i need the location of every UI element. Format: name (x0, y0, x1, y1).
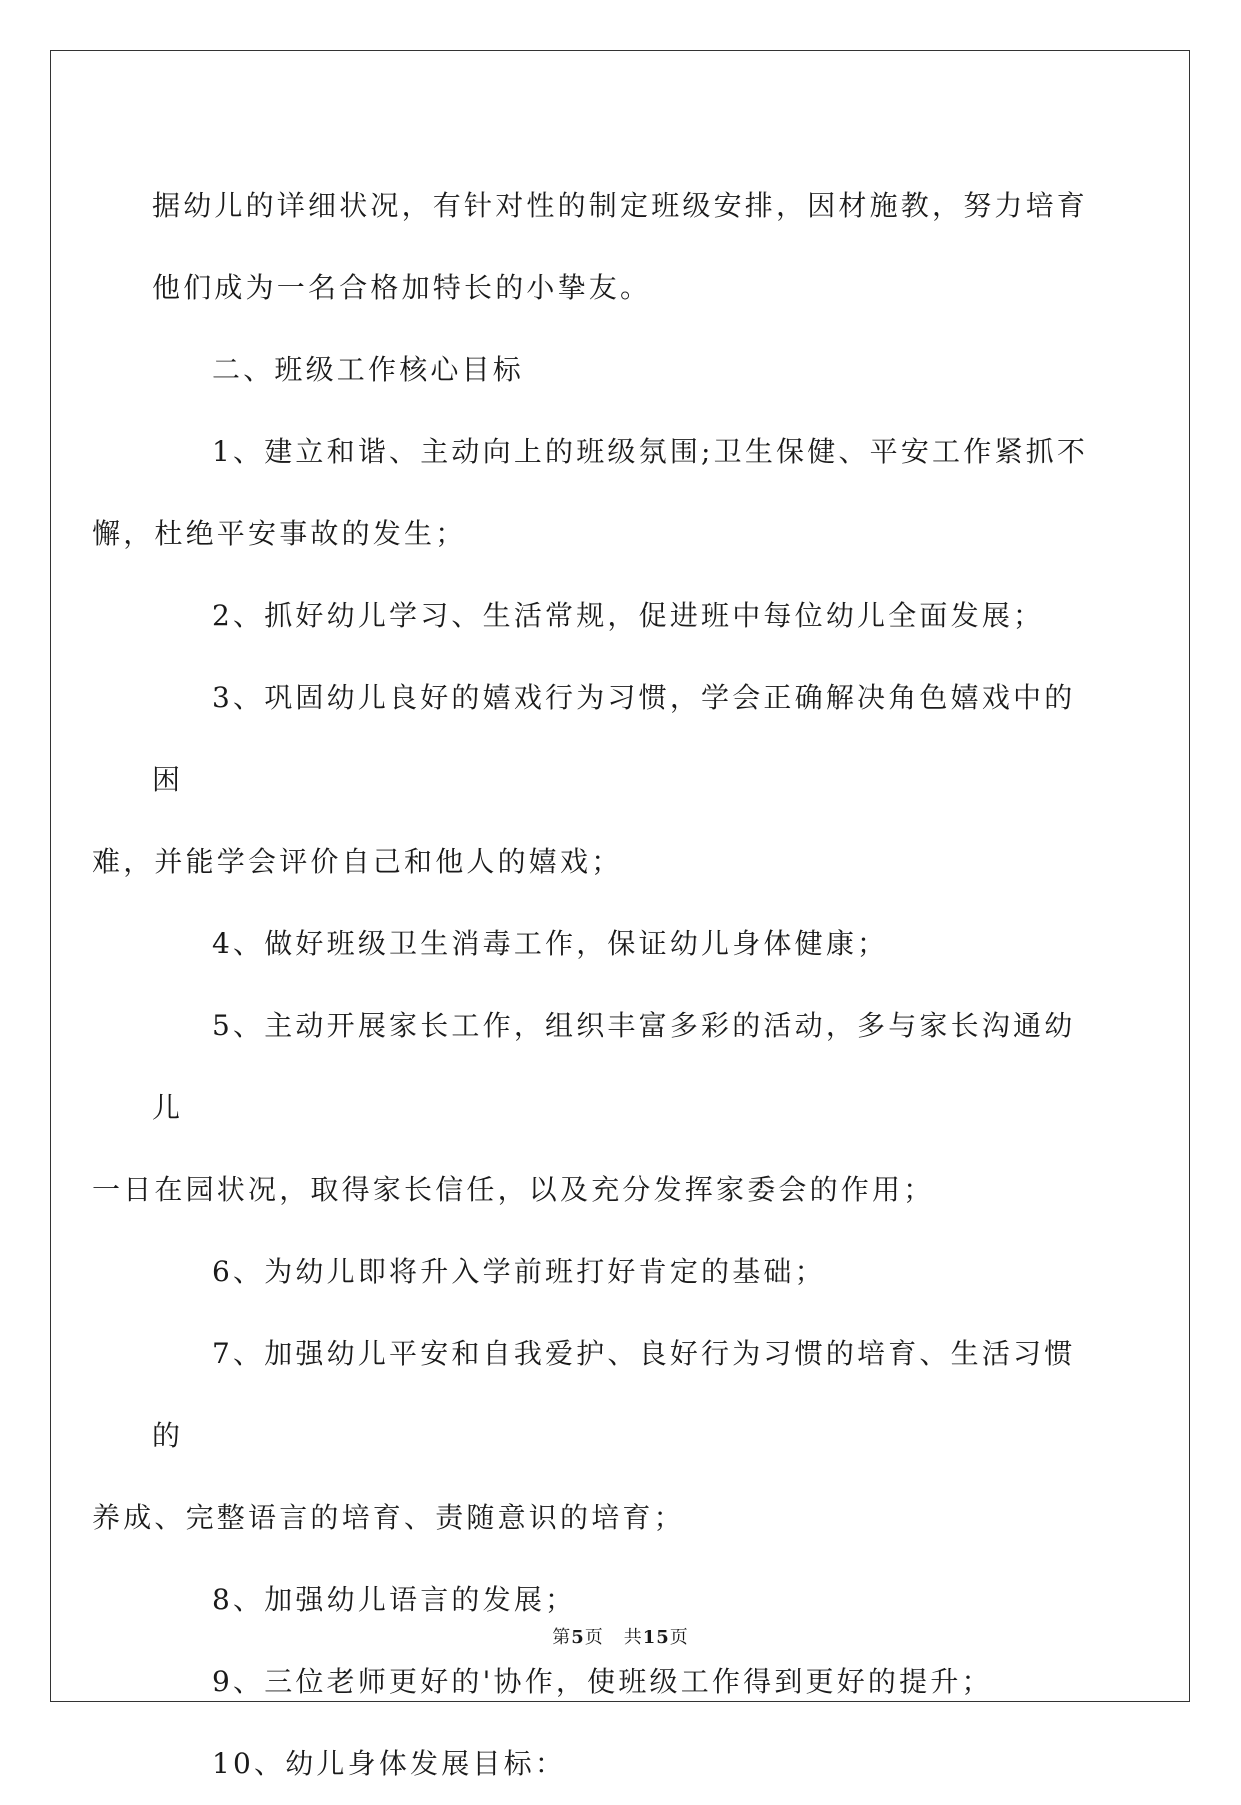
text-line: 据幼儿的详细状况，有针对性的制定班级安排，因材施教，努力培育 (152, 189, 1089, 222)
paragraph (152, 903, 1092, 985)
text-line: 10、幼儿身体发展目标： (212, 1747, 567, 1780)
paragraph (152, 165, 1092, 329)
paragraph (152, 1641, 1092, 1723)
section-heading (152, 329, 1092, 411)
footer-total-prefix: 共 (623, 1627, 643, 1648)
paragraph (152, 1231, 1092, 1313)
paragraph (92, 1313, 1092, 1559)
text-line: 5、主动开展家长工作，组织丰富多彩的活动，多与家长沟通幼儿 (152, 1009, 1076, 1124)
paragraph (92, 411, 1092, 575)
text-line: 1、建立和谐、主动向上的班级氛围;卫生保健、平安工作紧抓不 (212, 435, 1089, 468)
current-page-number: 5 (571, 1627, 585, 1648)
text-line: 6、为幼儿即将升入学前班打好肯定的基础； (212, 1255, 826, 1288)
text-line: 他们成为一名合格加特长的小挚友。 (152, 271, 652, 304)
text-line: 7、加强幼儿平安和自我爱护、良好行为习惯的培育、生活习惯的 (152, 1337, 1076, 1452)
footer-prefix: 第 (552, 1627, 572, 1648)
paragraph (92, 657, 1092, 903)
text-line: 养成、完整语言的培育、责随意识的培育； (92, 1501, 685, 1534)
paragraph (152, 1723, 1092, 1805)
text-line: 懈，杜绝平安事故的发生； (92, 517, 467, 550)
text-line: 8、加强幼儿语言的发展； (212, 1583, 577, 1616)
footer-page-suffix: 页 (584, 1627, 604, 1648)
text-line: 难，并能学会评价自己和他人的嬉戏； (92, 845, 623, 878)
page-footer (0, 1623, 1241, 1649)
text-line: 9、三位老师更好的'协作，使班级工作得到更好的提升； (212, 1665, 993, 1698)
text-line: 4、做好班级卫生消毒工作，保证幼儿身体健康； (212, 927, 889, 960)
text-line: 一日在园状况，取得家长信任，以及充分发挥家委会的作用； (92, 1173, 935, 1206)
paragraph (152, 575, 1092, 657)
text-line: 3、巩固幼儿良好的嬉戏行为习惯，学会正确解决角色嬉戏中的困 (152, 681, 1076, 796)
text-line: 二、班级工作核心目标 (212, 353, 525, 386)
paragraph (92, 985, 1092, 1231)
footer-total-suffix: 页 (669, 1627, 689, 1648)
total-page-number: 15 (642, 1627, 670, 1648)
text-line: 2、抓好幼儿学习、生活常规，促进班中每位幼儿全面发展； (212, 599, 1045, 632)
document-body (92, 165, 1092, 1805)
